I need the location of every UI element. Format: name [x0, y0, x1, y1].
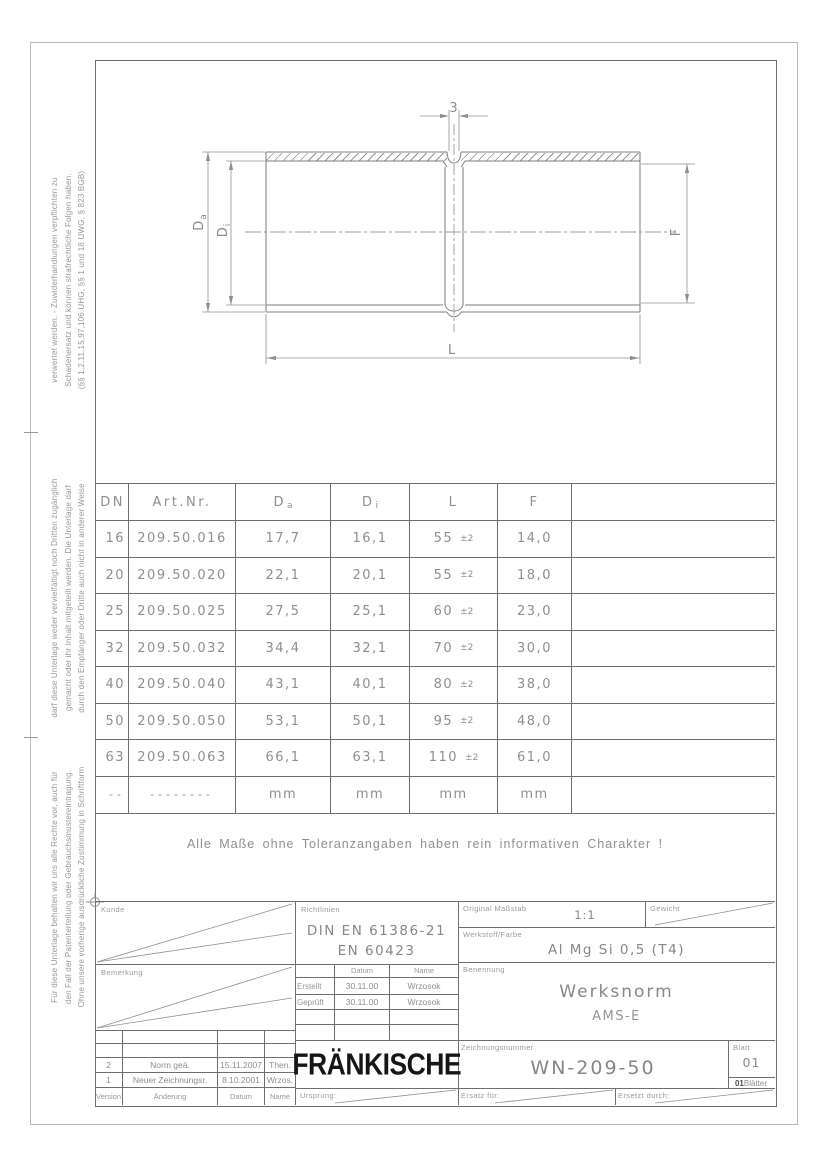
aenderung-col-label: Änderung: [123, 1088, 218, 1105]
erstellt-name: Wrzosok: [390, 978, 458, 995]
dim-label-f: F: [669, 227, 684, 237]
units-cell: mm: [410, 777, 498, 814]
col-header-art-nr: Art.Nr.: [129, 484, 236, 521]
col-header-dn: DN: [95, 484, 129, 521]
table-cell: 55 ±2: [410, 558, 498, 595]
table-cell: 18,0: [498, 558, 572, 595]
table-cell: 209.50.020: [129, 558, 236, 595]
dim-label-di: $D_i$: [216, 222, 233, 238]
table-cell: 209.50.016: [129, 521, 236, 558]
table-cell: 34,4: [236, 631, 331, 668]
table-cell: 20: [95, 558, 129, 595]
title-block: [95, 901, 775, 1105]
table-cell: [572, 521, 775, 558]
company-logo: FRÄNKISCHE: [292, 1045, 461, 1082]
benennung-label: Benennung: [463, 965, 505, 974]
table-cell: [572, 558, 775, 595]
richtlinien-standard-2: EN 60423: [337, 943, 416, 959]
legal-text-middle: darf diese Unterlage weder vervielfältigt noch Dritten zugänglich gemacht oder ihr Inhalt mitgeteilt werden. Die Unterlage darf durch den Empfänger oder Dritte auch nicht in anderer Weise: [50, 478, 86, 718]
ersatz-fuer-label: Ersatz für:: [461, 1091, 500, 1100]
table-cell: 209.50.050: [129, 704, 236, 741]
table-cell: 70 ±2: [410, 631, 498, 668]
erstellt-datum: 30.11.00: [335, 978, 390, 995]
approval-datum-header: Datum: [335, 964, 390, 978]
dimension-arrows: [206, 114, 689, 360]
datum-col-label: Datum: [218, 1088, 265, 1105]
revision-date: 15.11.2007: [218, 1058, 265, 1073]
table-cell: [572, 631, 775, 668]
units-cell: mm: [331, 777, 410, 814]
table-cell: 66,1: [236, 740, 331, 777]
table-cell: 14,0: [498, 521, 572, 558]
table-cell: 61,0: [498, 740, 572, 777]
richtlinien-label: Richtlinien: [301, 905, 340, 914]
gewicht-label: Gewicht: [650, 904, 680, 913]
table-cell: 63,1: [331, 740, 410, 777]
fold-mark: [24, 432, 38, 433]
table-cell: 48,0: [498, 704, 572, 741]
revision-table: [95, 1030, 295, 1105]
table-cell: [572, 740, 775, 777]
benennung-title: Werksnorm: [559, 982, 674, 1002]
revision-change: Norm geä.: [123, 1058, 218, 1073]
table-cell: 40: [95, 667, 129, 704]
table-cell: 22,1: [236, 558, 331, 595]
erstellt-label: Erstellt: [295, 978, 335, 995]
legal-text-top: verwertet werden. - Zuwiderhandlungen verpflichten zu Schadenersatz und können strafrechtliche Folgen haben. (§§ 1,2,11,15,97,106 UHG, §§ 1 und 18 UWG, § 823 BGB): [50, 170, 86, 390]
table-cell: 110 ±2: [410, 740, 498, 777]
table-cell: 80 ±2: [410, 667, 498, 704]
blatt-label: Blatt: [733, 1043, 751, 1052]
table-cell: 38,0: [498, 667, 572, 704]
units-cell: mm: [236, 777, 331, 814]
table-cell: 30,0: [498, 631, 572, 668]
zeichnungsnummer-label: Zeichnungsnummer: [461, 1043, 534, 1052]
table-cell: 43,1: [236, 667, 331, 704]
geprueft-label: Geprüft: [295, 995, 335, 1010]
massstab-value: 1:1: [574, 908, 596, 922]
legal-text-bottom: Für diese Unterlage behalten wir uns alle Rechte vor, auch für den Fall der Patenterteilung oder Gebrauchsmustereintragung. Ohne unsere vorherige ausdrückliche Zustimmung in Schriftform: [50, 766, 86, 1008]
table-cell: 60 ±2: [410, 594, 498, 631]
blatt-value: 01: [742, 1055, 761, 1070]
table-cell: 25,1: [331, 594, 410, 631]
table-cell: 16,1: [331, 521, 410, 558]
original-massstab-label: Original Maßstab: [463, 904, 527, 913]
dim-label-l: L: [447, 343, 457, 358]
werkstoff-value: Al Mg Si 0,5 (T4): [547, 942, 686, 958]
kunde-label: Kunde: [101, 905, 125, 914]
sleeve-outline: [266, 152, 640, 317]
geprueft-datum: 30.11.00: [335, 995, 390, 1010]
col-header-f: F: [498, 484, 572, 521]
revision-name: Then.: [265, 1058, 295, 1073]
table-cell: 209.50.025: [129, 594, 236, 631]
approval-cell: [295, 964, 335, 978]
richtlinien-standard-1: DIN EN 61386-21: [306, 923, 447, 939]
benennung-subtitle: AMS-E: [592, 1009, 641, 1024]
dim-label-da: $D_a$: [192, 213, 209, 231]
col-header-l: L: [410, 484, 498, 521]
table-cell: 32,1: [331, 631, 410, 668]
col-header-di: D i: [331, 484, 410, 521]
table-cell: 55 ±2: [410, 521, 498, 558]
table-cell: 23,0: [498, 594, 572, 631]
units-cell: [572, 777, 775, 814]
version-col-label: Version: [95, 1088, 123, 1105]
approval-table: [295, 964, 458, 1040]
table-cell: 53,1: [236, 704, 331, 741]
geprueft-name: Wrzosok: [390, 995, 458, 1010]
centerlines: [245, 124, 675, 332]
table-cell: 20,1: [331, 558, 410, 595]
table-cell: 95 ±2: [410, 704, 498, 741]
dim-label-bead-width: 3: [449, 101, 459, 116]
revision-change: Neuer Zeichnungsr.: [123, 1073, 218, 1088]
bemerkung-label: Bemerkung: [101, 968, 143, 977]
table-cell: 63: [95, 740, 129, 777]
table-cell: 209.50.032: [129, 631, 236, 668]
table-cell: 32: [95, 631, 129, 668]
zeichnungsnummer-value: WN-209-50: [530, 1057, 656, 1079]
table-cell: 25: [95, 594, 129, 631]
table-cell: 17,7: [236, 521, 331, 558]
revision-version: 1: [95, 1073, 123, 1088]
table-cell: 16: [95, 521, 129, 558]
dimension-lines: [202, 110, 695, 364]
table-cell: 50: [95, 704, 129, 741]
table-cell: 50,1: [331, 704, 410, 741]
units-cell: --------: [129, 777, 236, 814]
tolerance-note: Alle Maße ohne Toleranzangaben haben rein informativen Charakter !: [186, 837, 664, 851]
approval-name-header: Name: [390, 964, 458, 978]
table-cell: 209.50.063: [129, 740, 236, 777]
table-cell: [572, 704, 775, 741]
col-header-da: D a: [236, 484, 331, 521]
units-cell: mm: [498, 777, 572, 814]
table-cell: 209.50.040: [129, 667, 236, 704]
dimension-table: [95, 483, 775, 814]
werkstoff-label: Werkstoff/Farbe: [463, 930, 523, 939]
table-cell: [572, 594, 775, 631]
revision-version: 2: [95, 1058, 123, 1073]
units-cell: --: [95, 777, 129, 814]
revision-date: 8.10.2001: [218, 1073, 265, 1088]
table-cell: [572, 667, 775, 704]
blaetter-total: 01Blätter: [734, 1079, 768, 1088]
table-cell: 40,1: [331, 667, 410, 704]
col-header-empty: [572, 484, 775, 521]
ursprung-label: Ursprung:: [300, 1091, 337, 1100]
name-col-label: Name: [269, 1092, 290, 1101]
ersetzt-durch-label: Ersetzt durch:: [618, 1091, 670, 1100]
table-cell: 27,5: [236, 594, 331, 631]
technical-drawing: [95, 60, 775, 483]
revision-name: Wrzos.: [265, 1073, 295, 1088]
fold-mark: [24, 737, 38, 738]
